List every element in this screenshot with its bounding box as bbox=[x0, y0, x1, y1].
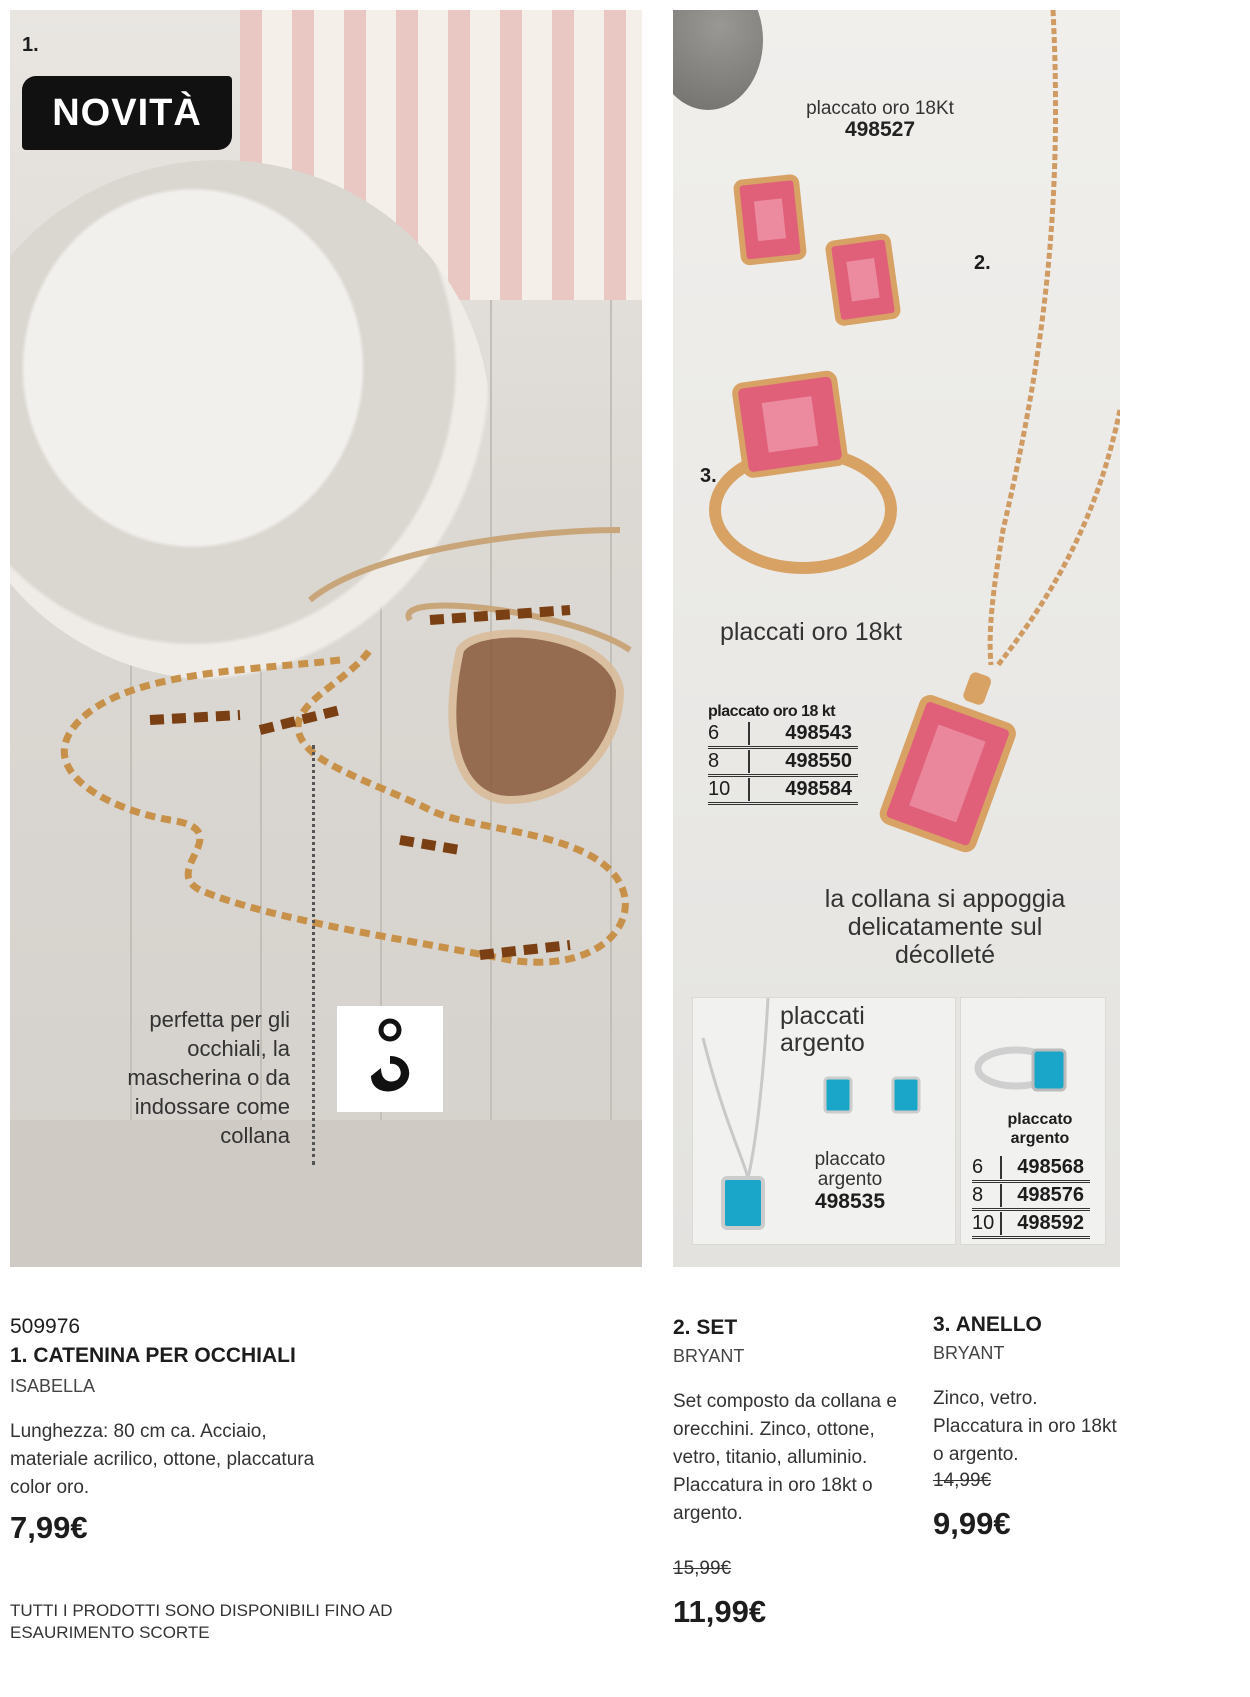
silver-set-code: 498535 bbox=[814, 1190, 886, 1213]
ring-code: 498568 bbox=[1017, 1156, 1084, 1178]
product-2-brand: BRYANT bbox=[673, 1346, 745, 1366]
ring-size: 10 bbox=[708, 778, 750, 801]
sunglasses-and-chain-illustration bbox=[10, 10, 642, 1267]
ring-code: 498576 bbox=[1017, 1184, 1084, 1206]
product-3-description: Zinco, vetro. Placcatura in oro 18kt o argento. bbox=[933, 1388, 1117, 1465]
item-number-2: 2. bbox=[974, 252, 991, 274]
earrings-code: 498527 bbox=[844, 118, 916, 141]
ring-code: 498584 bbox=[785, 778, 852, 800]
product-3-brand: BRYANT bbox=[933, 1343, 1005, 1363]
item-number-3: 3. bbox=[700, 465, 717, 487]
ring-size: 6 bbox=[972, 1156, 1002, 1179]
necklace-caption: la collana si appoggia delicatamente sul décolleté bbox=[824, 885, 1066, 969]
table-row bbox=[972, 1155, 1090, 1183]
product-photo-glasses-chain bbox=[10, 10, 642, 1267]
table-row bbox=[708, 777, 858, 805]
table-row bbox=[708, 749, 858, 777]
ring-size: 8 bbox=[708, 750, 750, 773]
product-1-title: 1. CATENINA PER OCCHIALI bbox=[10, 1344, 296, 1367]
ring-code: 498592 bbox=[1017, 1212, 1084, 1234]
ring-size: 8 bbox=[972, 1184, 1002, 1207]
gold-ring-size-table bbox=[708, 703, 858, 805]
new-badge: NOVITÀ bbox=[22, 76, 232, 150]
product-1-code: 509976 bbox=[10, 1315, 81, 1338]
glasses-chain-caption: perfetta per gli occhiali, la mascherina o da indossare come collana bbox=[127, 1007, 290, 1148]
product-1-brand: ISABELLA bbox=[10, 1376, 96, 1396]
ring-size: 6 bbox=[708, 722, 750, 745]
product-1-price: 7,99€ bbox=[10, 1510, 88, 1545]
product-2-old-price: 15,99€ bbox=[673, 1558, 732, 1579]
table-row bbox=[972, 1183, 1090, 1211]
silver-set-plating-label: placcato argento bbox=[814, 1149, 886, 1190]
product-3-old-price: 14,99€ bbox=[933, 1470, 992, 1491]
product-3-price: 9,99€ bbox=[933, 1506, 1011, 1541]
silver-ring-size-table bbox=[972, 1155, 1090, 1239]
product-2-price: 11,99€ bbox=[673, 1594, 767, 1629]
table-row bbox=[972, 1211, 1090, 1239]
product-2-title: 2. SET bbox=[673, 1316, 738, 1339]
product-2-description: Set composto da collana e orecchini. Zinco, ottone, vetro, titanio, alluminio. Placcatura in oro 18kt o argento. bbox=[673, 1391, 897, 1524]
hook-icon bbox=[337, 1006, 443, 1112]
gold-ring-table-head: placcato oro 18 kt bbox=[708, 703, 836, 720]
gold-plated-caption: placcati oro 18kt bbox=[719, 618, 903, 646]
product-1-description: Lunghezza: 80 cm ca. Acciaio, materiale acrilico, ottone, placcatura color oro. bbox=[10, 1421, 315, 1498]
silver-ring-plating-label: placcato argento bbox=[1007, 1111, 1073, 1147]
product-3-title: 3. ANELLO bbox=[933, 1313, 1042, 1336]
dotted-length-line bbox=[312, 745, 315, 1165]
silver-plated-caption: placcati argento bbox=[780, 1002, 865, 1057]
ring-size: 10 bbox=[972, 1212, 1002, 1235]
earrings-plating-label: placcato oro 18Kt bbox=[806, 98, 954, 119]
item-number-1: 1. bbox=[22, 34, 39, 56]
table-row bbox=[708, 721, 858, 749]
availability-note: TUTTI I PRODOTTI SONO DISPONIBILI FINO AD ESAURIMENTO SCORTE bbox=[10, 1601, 393, 1642]
ring-code: 498543 bbox=[785, 722, 852, 744]
ring-code: 498550 bbox=[785, 750, 852, 772]
